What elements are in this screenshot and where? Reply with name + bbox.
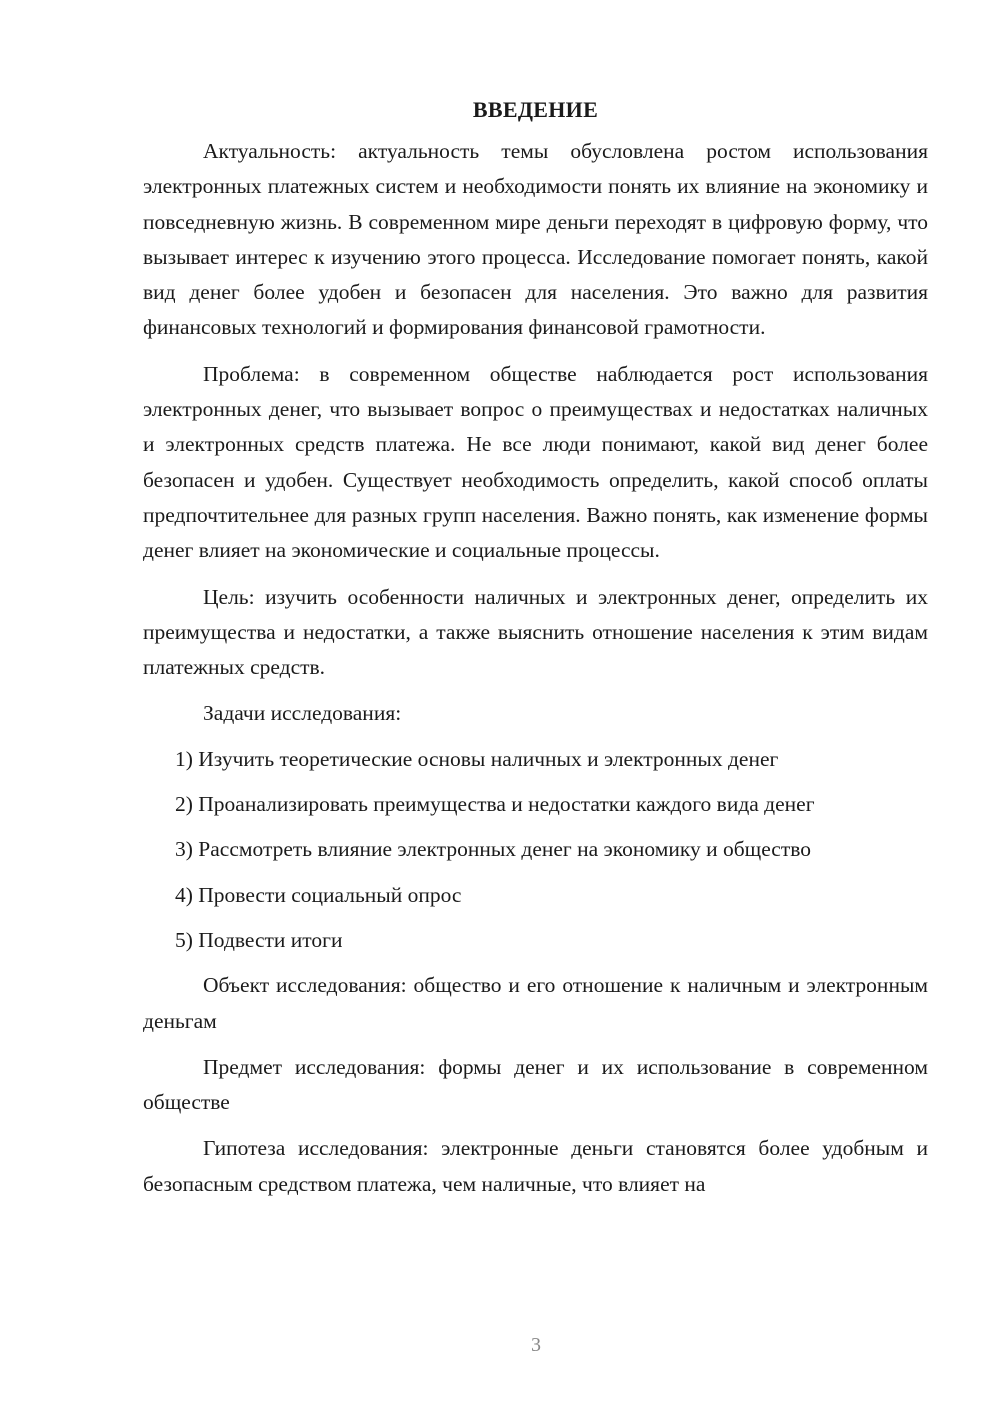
- paragraph-object: Объект исследования: общество и его отношение к наличным и электронным деньгам: [143, 973, 928, 1033]
- document-page: [143, 92, 928, 1213]
- paragraph-hypothesis: Гипотеза исследования: электронные деньги становятся более удобным и безопасным средством платежа, чем наличные, что влияет на: [143, 1136, 928, 1196]
- page-number: 3: [531, 1334, 541, 1356]
- document-title: ВВЕДЕНИЕ: [472, 97, 599, 122]
- list-item: 4) Провести социальный опрос: [175, 882, 462, 907]
- list-item: 3) Рассмотреть влияние электронных денег на экономику и общество: [175, 837, 812, 862]
- tasks-list: [143, 742, 928, 958]
- paragraph-goal: Цель: изучить особенности наличных и электронных денег, определить их преимущества и недостатки, а также выяснить отношение населения к этим видам платежных средств.: [143, 584, 928, 680]
- list-item: 2) Проанализировать преимущества и недостатки каждого вида денег: [175, 792, 815, 817]
- paragraph-relevance: Актуальность: актуальность темы обусловлена ростом использования электронных платежных систем и необходимости понять их влияние на экономику и повседневную жизнь. В современном мире деньги переходят в цифровую форму, что вызывает интерес к изучению этого процесса. Исследование помогает понять, какой вид денег более удобен и безопасен для населения. Это важно для развития финансовых технологий и формирования финансовой грамотности.: [143, 139, 928, 340]
- list-item: 5) Подвести итоги: [175, 927, 343, 952]
- paragraph-problem: Проблема: в современном обществе наблюдается рост использования электронных денег, что вызывает вопрос о преимуществах и недостатках наличных и электронных средств платежа. Не все люди понимают, какой вид денег более безопасен и удобен. Существует необходимость определить, какой способ оплаты предпочтительнее для разных групп населения. Важно понять, как изменение формы денег влияет на экономические и социальные процессы.: [143, 361, 928, 563]
- list-item: 1) Изучить теоретические основы наличных и электронных денег: [175, 746, 779, 771]
- tasks-heading: Задачи исследования:: [203, 701, 402, 726]
- paragraph-subject: Предмет исследования: формы денег и их использование в современном обществе: [143, 1054, 928, 1115]
